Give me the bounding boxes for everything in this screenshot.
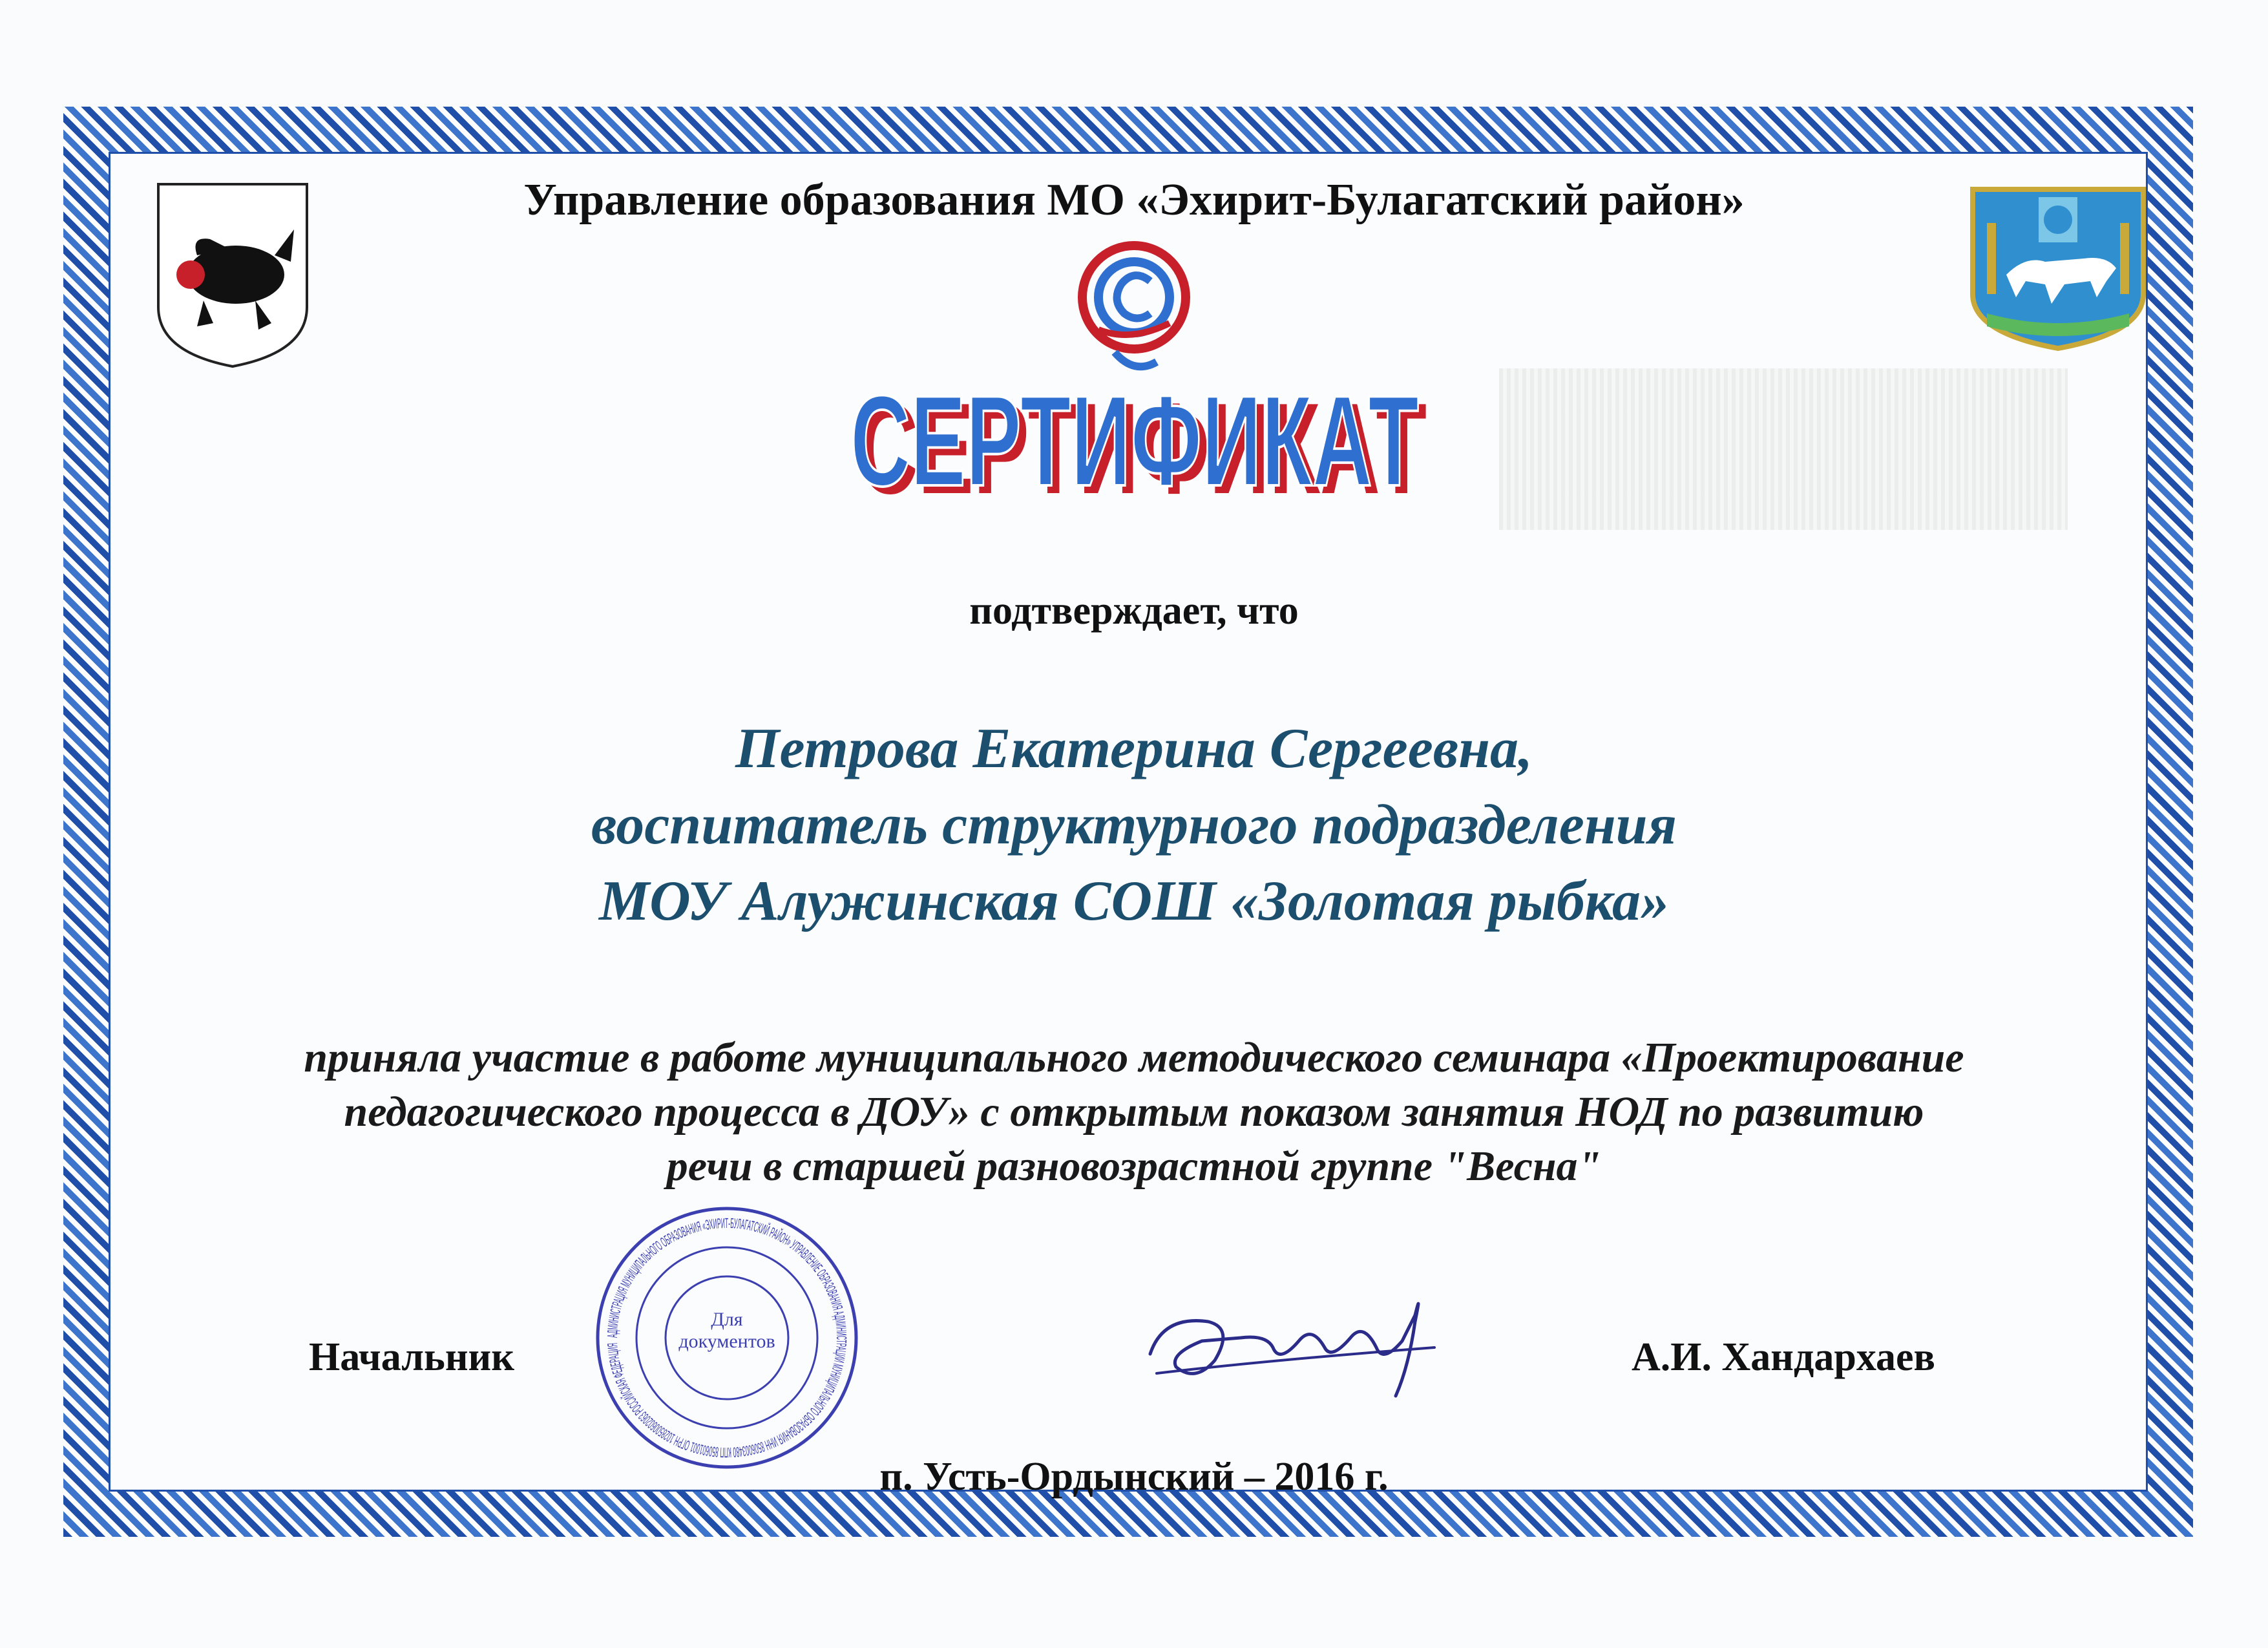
- confirm-text: подтверждает, что: [969, 589, 1299, 633]
- certificate-title: [834, 352, 1441, 520]
- recipient-block: [0, 711, 2268, 940]
- seal-ring-text: АДМИНИСТРАЦИЯ МУНИЦИПАЛЬНОГО ОБРАЗОВАНИЯ «ЭХИРИТ-БУЛАГАТСКИЙ РАЙОН» УПРАВЛЕНИЕ ОБРАЗОВАНИЯ АДМИНИСТРАЦИИ МУНИЦИПАЛЬНОГО ОБРАЗОВАНИЯ ИНН 8506003480 КПП 850601001 ОГРН 1028500602063 РОССИЙСКАЯ ФЕДЕРАЦИЯ: [604, 1214, 850, 1461]
- body-line-2: педагогического процесса в ДОУ» с открытым показом занятия НОД по развитию: [344, 1088, 1924, 1136]
- certificate-title-shadow: СЕРТИФИКАТ: [858, 377, 1427, 520]
- place-and-year: п. Усть-Ордынский – 2016 г.: [879, 1455, 1389, 1499]
- handwritten-signature: [1137, 1276, 1473, 1406]
- seal-center-text: Для документов: [678, 1309, 775, 1352]
- faded-mark: [1499, 368, 2068, 530]
- official-seal: [591, 1202, 863, 1474]
- body-line-3: речи в старшей разновозрастной группе "Весна": [666, 1143, 1602, 1190]
- signatory-position: Начальник: [309, 1335, 514, 1379]
- certificate-title-text: СЕРТИФИКАТ: [850, 369, 1419, 513]
- certificate-body: [168, 1031, 2100, 1194]
- signatory-name: А.И. Хандархаев: [1632, 1335, 1936, 1379]
- organization-header: Управление образования МО «Эхирит-Булагатский район»: [523, 175, 1745, 225]
- recipient-school: МОУ Алужинская СОШ «Золотая рыбка»: [598, 870, 1670, 933]
- body-line-1: приняла участие в работе муниципального методического семинара «Проектирование: [304, 1034, 1964, 1081]
- recipient-name: Петрова Екатерина Сергеевна,: [735, 717, 1533, 780]
- recipient-position: воспитатель структурного подразделения: [591, 794, 1677, 856]
